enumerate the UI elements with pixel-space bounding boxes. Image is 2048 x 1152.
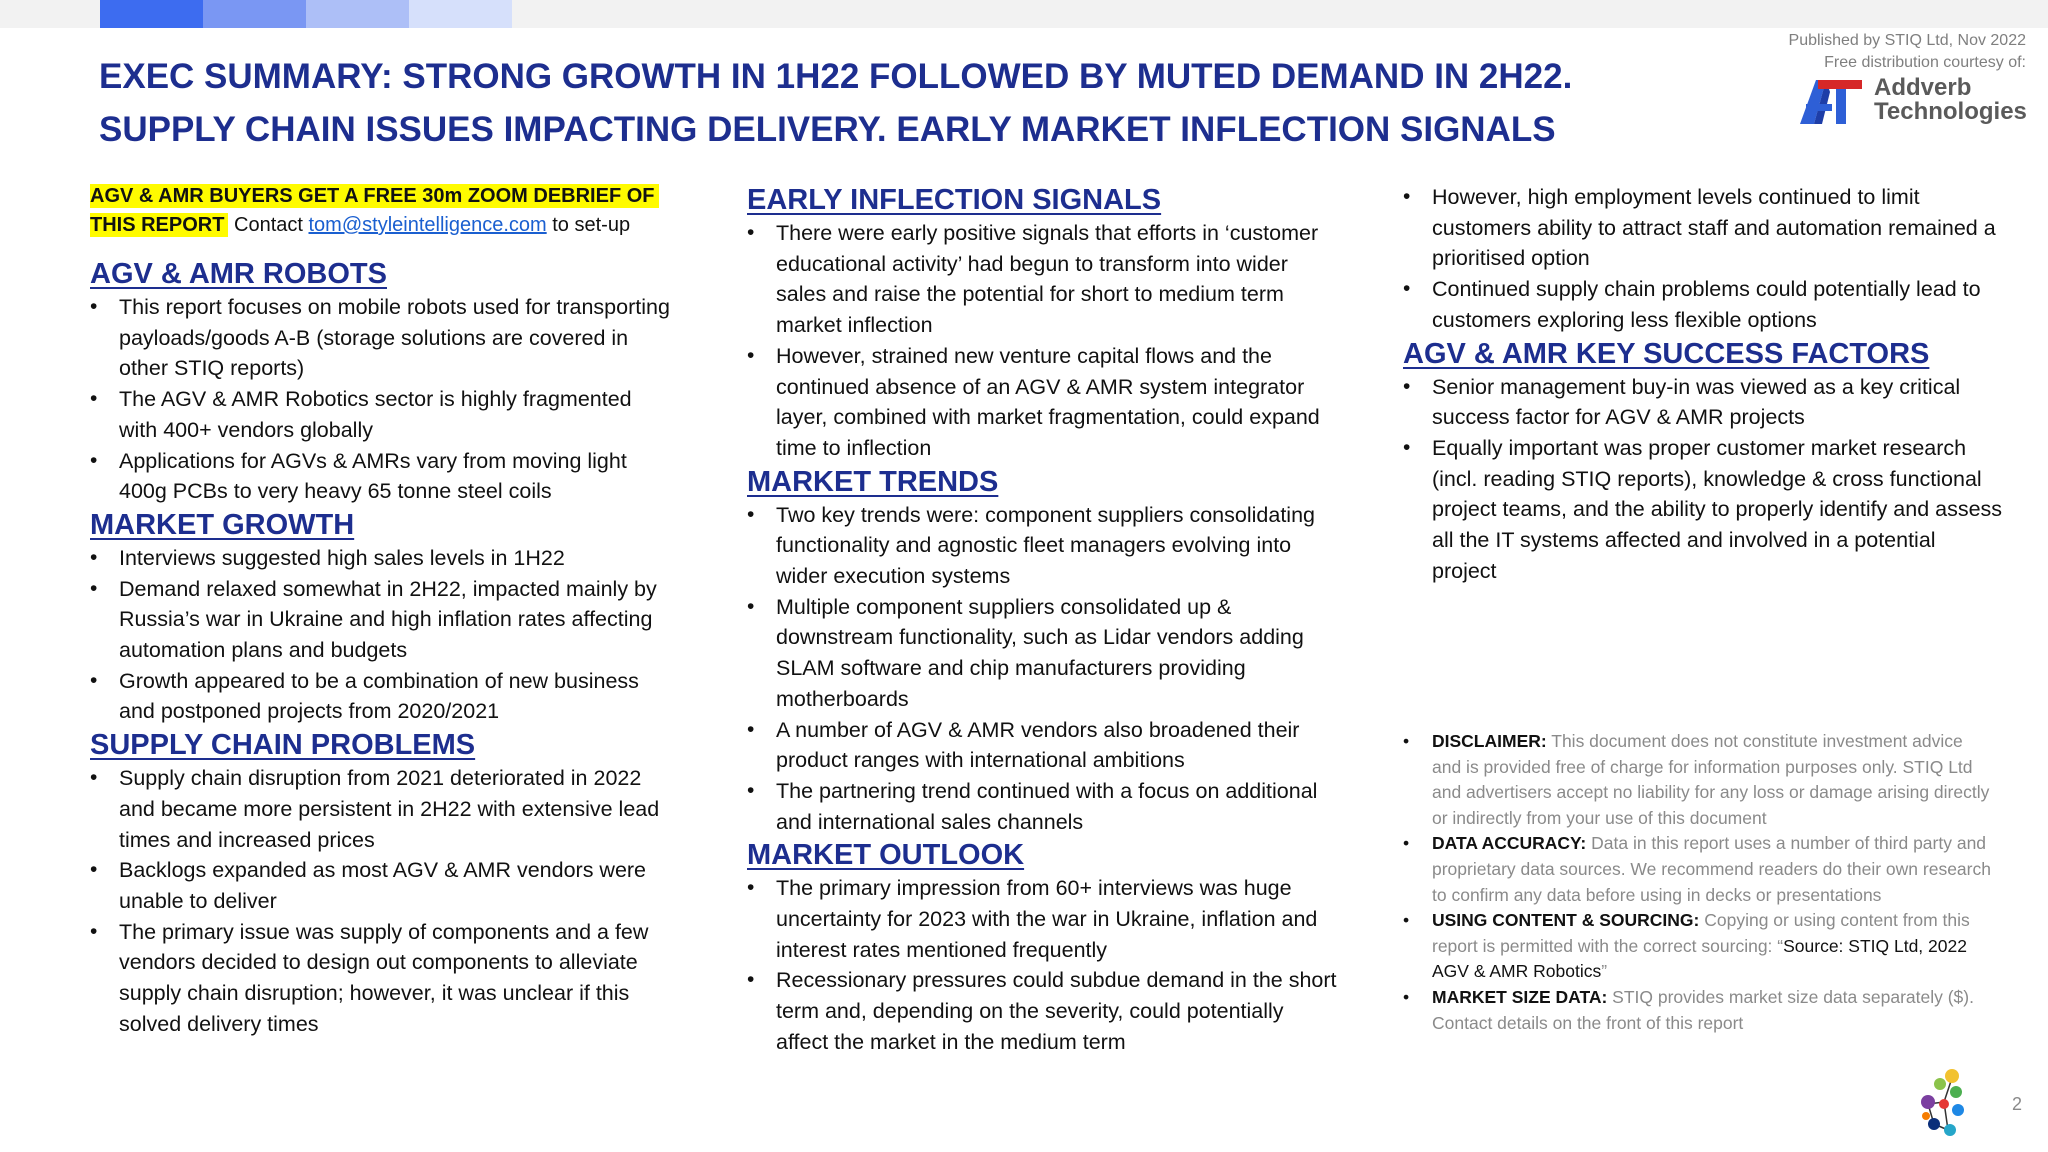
logo-line-2: Technologies — [1874, 98, 2027, 125]
list-item: • Applications for AGVs & AMRs vary from moving light 400g PCBs to very heavy 65 tonne steel coils — [90, 446, 670, 507]
callout-highlight-1: AGV & AMR BUYERS GET A FREE 30m ZOOM DEBRIEF OF — [90, 184, 659, 208]
market-size-text: STIQ provides market size data separately ($). Contact details on the front of this report — [1432, 986, 1974, 1033]
callout-highlight-2: THIS REPORT — [90, 213, 228, 237]
list-item: • A number of AGV & AMR vendors also broadened their product ranges with international ambitions — [747, 715, 1337, 776]
accent-segment-1 — [100, 0, 203, 28]
market-outlook-bullet-list — [747, 873, 1337, 1057]
section-heading-supply-chain: SUPPLY CHAIN PROBLEMS — [90, 729, 476, 762]
data-accuracy-text: Data in this report uses a number of third party and proprietary data sources. We recommend readers do their own research to confirm any data before using in decks or presentations — [1432, 833, 1991, 905]
addverb-logo-icon — [1800, 78, 1862, 126]
list-item: • Recessionary pressures could subdue demand in the short term and, depending on the severity, could potentially affect the market in the medium term — [747, 965, 1337, 1057]
market-trends-bullet-list — [747, 500, 1337, 838]
sourcing-heading: USING CONTENT & SOURCING: — [1432, 910, 1700, 931]
list-item: • Equally important was proper customer market research (incl. reading STIQ reports), knowledge & cross functional project teams, and the ability to properly identify and assess all the IT systems affected and involved in a potential project — [1403, 433, 2003, 587]
list-item: • The AGV & AMR Robotics sector is highly fragmented with 400+ vendors globally — [90, 384, 670, 445]
data-accuracy-item — [1403, 831, 1993, 908]
callout-suffix: to set-up — [546, 214, 631, 236]
sourcing-text: Copying or using content from this report is permitted with the correct sourcing: “ — [1432, 910, 1970, 956]
market-growth-bullet-list — [90, 543, 670, 727]
market-size-item — [1403, 985, 1993, 1036]
sourcing-item — [1403, 908, 1993, 985]
column-left — [90, 182, 670, 1039]
page-title — [99, 50, 1679, 156]
list-item: • Multiple component suppliers consolidated up & downstream functionality, such as Lidar vendors adding SLAM software and chip manufacturers providing motherboards — [747, 592, 1337, 715]
data-accuracy-heading: DATA ACCURACY: — [1432, 833, 1587, 854]
disclaimer-block — [1403, 729, 1993, 1036]
list-item: • This report focuses on mobile robots used for transporting payloads/goods A-B (storage solutions are covered in other STIQ reports) — [90, 292, 670, 384]
debrief-callout — [90, 182, 670, 240]
list-item: • There were early positive signals that efforts in ‘customer educational activity’ had begun to transform into wider sales and raise the potential for short to medium term market inflection — [747, 218, 1337, 341]
section-heading-success-factors: AGV & AMR KEY SUCCESS FACTORS — [1403, 337, 1930, 370]
supply-chain-bullet-list — [90, 763, 670, 1039]
market-size-heading: MARKET SIZE DATA: — [1432, 986, 1608, 1007]
column-right — [1403, 182, 2003, 586]
disclaimer-item — [1403, 729, 1993, 831]
section-heading-robots: AGV & AMR ROBOTS — [90, 258, 387, 290]
robots-bullet-list — [90, 292, 670, 507]
stiq-network-logo-icon — [1914, 1064, 1964, 1144]
title-line-2: SUPPLY CHAIN ISSUES IMPACTING DELIVERY. EARLY MARKET INFLECTION SIGNALS — [99, 110, 1556, 149]
list-item: • Demand relaxed somewhat in 2H22, impacted mainly by Russia’s war in Ukraine and high inflation rates affecting automation plans and budgets — [90, 574, 670, 666]
accent-segment-2 — [203, 0, 306, 28]
top-accent-bar — [0, 0, 2048, 28]
publisher-note — [1626, 30, 2026, 74]
accent-segment-3 — [306, 0, 409, 28]
callout-contact: Contact — [228, 214, 309, 236]
section-heading-market-growth: MARKET GROWTH — [90, 508, 355, 541]
list-item: • Growth appeared to be a combination of new business and postponed projects from 2020/2021 — [90, 666, 670, 727]
list-item: • However, high employment levels continued to limit customers ability to attract staff and automation remained a prioritised option — [1403, 182, 2003, 274]
page-number: 2 — [2012, 1094, 2023, 1114]
list-item: • Senior management buy-in was viewed as a key critical success factor for AGV & AMR projects — [1403, 372, 2003, 433]
logo-line-1: Addverb — [1874, 74, 1972, 101]
section-heading-inflection: EARLY INFLECTION SIGNALS — [747, 184, 1162, 216]
disclaimer-text: This document does not constitute investment advice and is provided free of charge for information purposes only. STIQ Ltd and advertisers accept no liability for any loss or damage arising directly or indirectly from your use of this document — [1432, 731, 1990, 828]
list-item: • Supply chain disruption from 2021 deteriorated in 2022 and became more persistent in 2H22 with extensive lead times and increased prices — [90, 763, 670, 855]
contact-email-link[interactable]: tom@styleintelligence.com — [308, 214, 547, 236]
list-item: • Continued supply chain problems could potentially lead to customers exploring less flexible options — [1403, 274, 2003, 335]
list-item: • Backlogs expanded as most AGV & AMR vendors were unable to deliver — [90, 855, 670, 916]
logo-wordmark — [1874, 76, 2027, 124]
list-item: • However, strained new venture capital flows and the continued absence of an AGV & AMR system integrator layer, combined with market fragmentation, could expand time to inflection — [747, 341, 1337, 464]
list-item: • The partnering trend continued with a focus on additional and international sales channels — [747, 776, 1337, 837]
published-by-text: Published by STIQ Ltd, Nov 2022 — [1788, 32, 2026, 49]
sponsor-logo — [1800, 76, 2030, 130]
sourcing-citation: Source: STIQ Ltd, 2022 AGV & AMR Robotics — [1432, 935, 1967, 982]
outlook-continued-bullet-list — [1403, 182, 2003, 336]
list-item: • Two key trends were: component suppliers consolidating functionality and agnostic fleet managers evolving into wider execution systems — [747, 500, 1337, 592]
section-heading-market-trends: MARKET TRENDS — [747, 465, 999, 498]
sourcing-end-quote: ” — [1601, 961, 1608, 982]
courtesy-text: Free distribution courtesy of: — [1824, 54, 2026, 71]
success-factors-bullet-list — [1403, 372, 2003, 587]
section-heading-market-outlook: MARKET OUTLOOK — [747, 839, 1025, 872]
title-line-1: EXEC SUMMARY: STRONG GROWTH IN 1H22 FOLLOWED BY MUTED DEMAND IN 2H22. — [99, 57, 1573, 96]
list-item: • The primary issue was supply of components and a few vendors decided to design out components to alleviate supply chain disruption; however, it was unclear if this solved delivery times — [90, 917, 670, 1040]
inflection-bullet-list — [747, 218, 1337, 464]
disclaimer-list — [1403, 729, 1993, 1036]
disclaimer-heading: DISCLAIMER: — [1432, 731, 1547, 751]
accent-segment-4 — [409, 0, 512, 28]
column-middle — [747, 182, 1337, 1058]
list-item: • Interviews suggested high sales levels in 1H22 — [90, 543, 670, 574]
list-item: • The primary impression from 60+ interviews was huge uncertainty for 2023 with the war in Ukraine, inflation and interest rates mentioned frequently — [747, 873, 1337, 965]
